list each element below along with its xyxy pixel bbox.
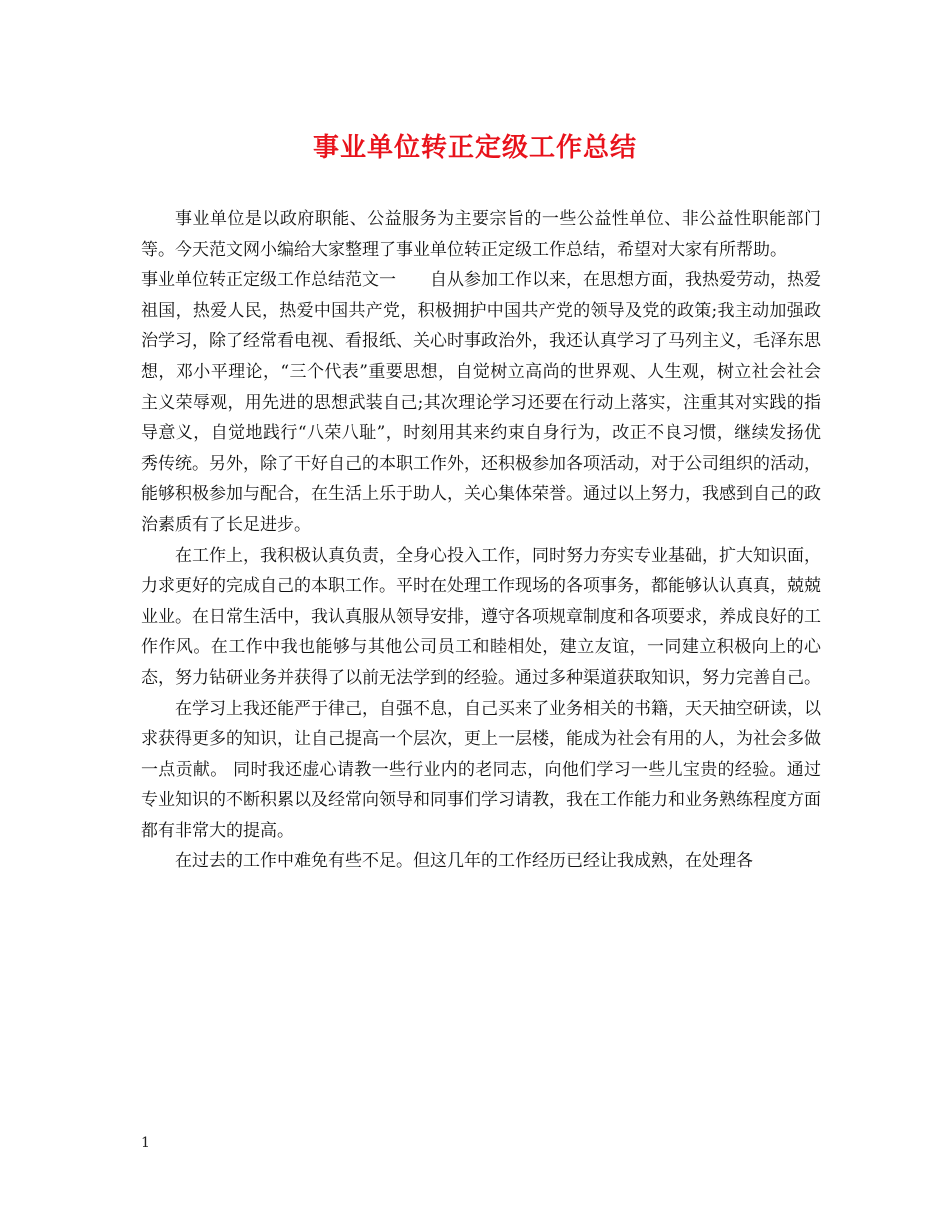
- page-title: 事业单位转正定级工作总结: [312, 133, 637, 163]
- page-number: 1: [141, 1135, 150, 1151]
- paragraph-4: 在过去的工作中难免有些不足。但这几年的工作经历已经让我成熟，在处理各: [175, 851, 753, 872]
- paragraph-1-text: 自从参加工作以来，在思想方面，我热爱劳动，热爱祖国，热爱人民，热爱中国共产党，积极拥护中国共产党的领导及党的政策;我主动加强政治学习，除了经常看电视、看报纸、关心时事政治外，我还认真学习了马列主义，毛泽东思想，邓小平理论，“三个代表”重要思想，自觉树立高尚的世界观、人生观，树立社会社会主义荣辱观，用先进的思想武装自己;其次理论学习还要在行动上落实，注重其对实践的指导意义，自觉地践行“八荣八耻”，时刻用其来约束自身行为，改正不良习惯，继续发扬优秀传统。另外，除了干好自己的本职工作外，还积极参加各项活动，对于公司组织的活动，能够积极参加与配合，在生活上乐于助人，关心集体荣誉。通过以上努力，我感到自己的政治素质有了长足进步。: [141, 270, 821, 535]
- intro-paragraph: 事业单位是以政府职能、公益服务为主要宗旨的一些公益性单位、非公益性职能部门等。今天范文网小编给大家整理了事业单位转正定级工作总结，希望对大家有所帮助。: [141, 209, 821, 260]
- document-body: [141, 204, 821, 877]
- paragraph-2: 在工作上，我积极认真负责，全身心投入工作，同时努力夯实专业基础，扩大知识面，力求更好的完成自己的本职工作。平时在处理工作现场的各项事务，都能够认认真真，兢兢业业。在日常生活中，我认真服从领导安排，遵守各项规章制度和各项要求，养成良好的工作作风。在工作中我也能够与其他公司员工和睦相处，建立友谊，一同建立积极向上的心态，努力钻研业务并获得了以前无法学到的经验。通过多种渠道获取知识，努力完善自己。: [141, 545, 821, 688]
- section-paragraph-1: [141, 265, 821, 540]
- paragraph-3: 在学习上我还能严于律己，自强不息，自己买来了业务相关的书籍，天天抽空研读，以求获得更多的知识，让自己提高一个层次，更上一层楼，能成为社会有用的人，为社会多做一点贡献。 同时我还虚心请教一些行业内的老同志，向他们学习一些儿宝贵的经验。通过专业知识的不断积累以及经常向领导和同事们学习请教，我在工作能力和业务熟练程度方面都有非常大的提高。: [141, 698, 821, 841]
- section-heading: 事业单位转正定级工作总结范文一: [141, 270, 396, 291]
